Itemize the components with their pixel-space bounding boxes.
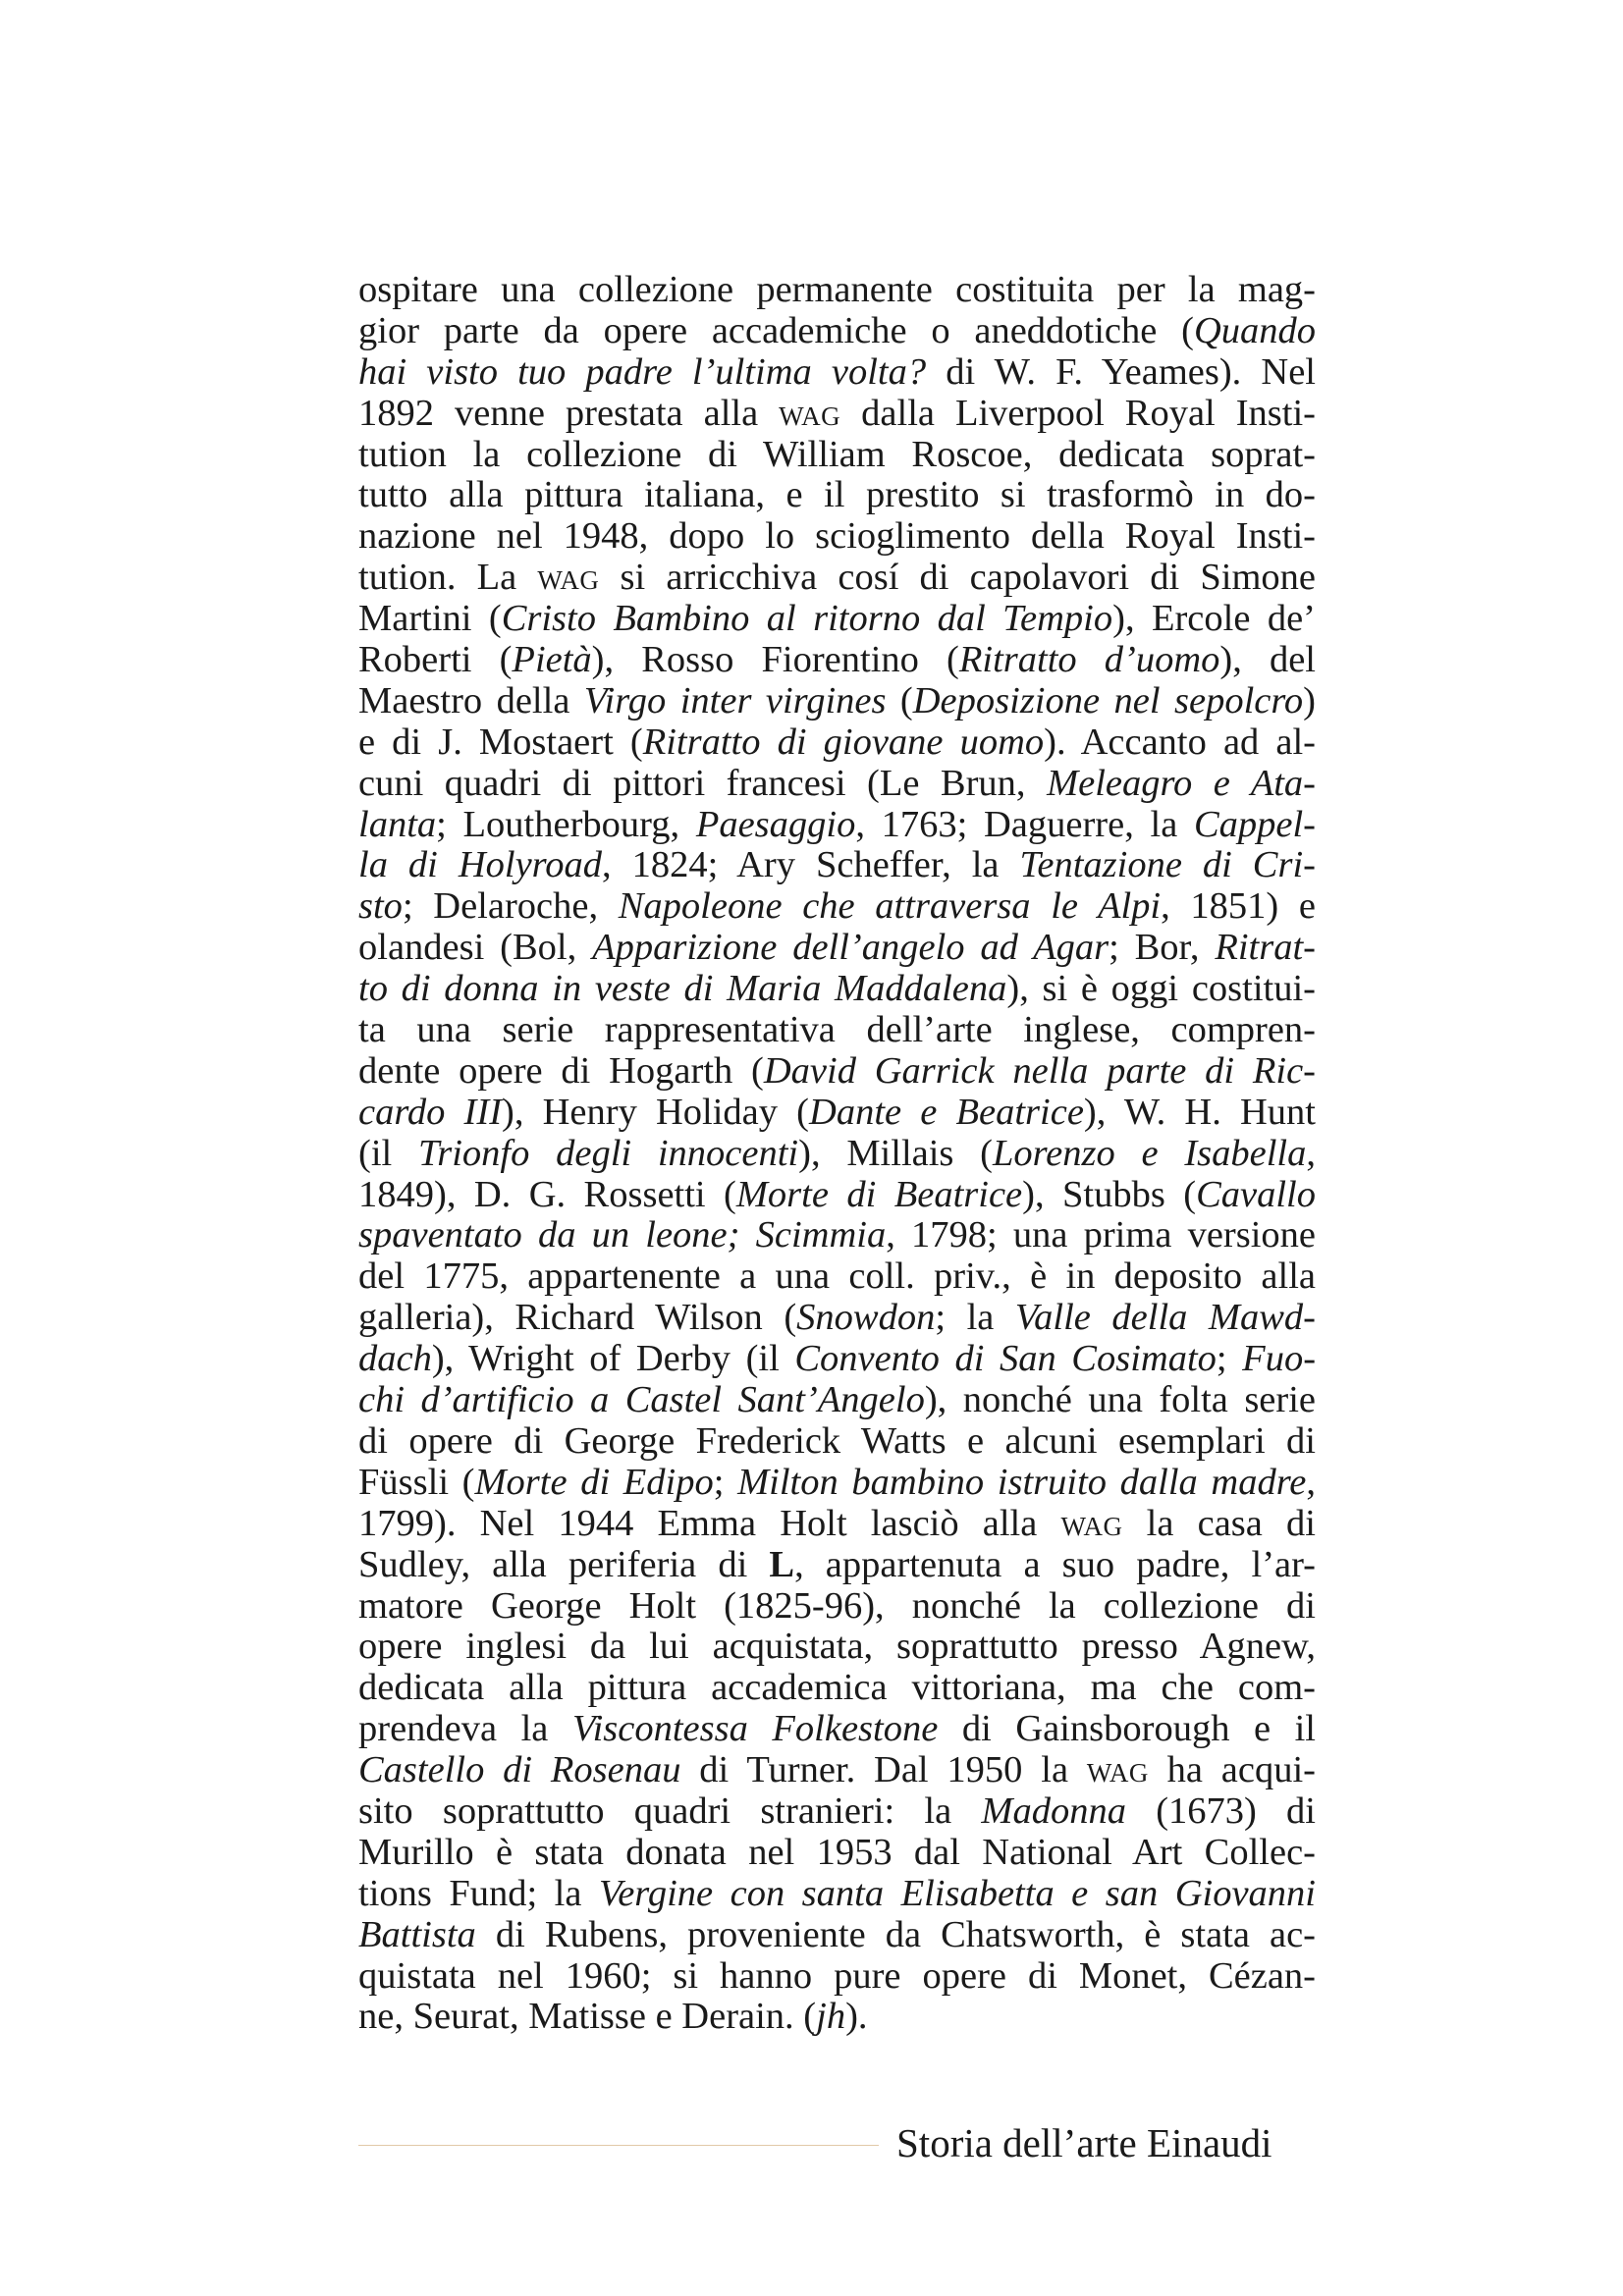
text-line: (il Trionfo degli innocenti), Millais (Lorenzo e Isabella, bbox=[358, 1133, 1316, 1174]
text-line: Battista di Rubens, proveniente da Chatsworth, è stata ac- bbox=[358, 1914, 1316, 1955]
text-line: sto; Delaroche, Napoleone che attraversa le Alpi, 1851) e bbox=[358, 886, 1316, 928]
footer-rule bbox=[358, 2145, 879, 2146]
text-line: matore George Holt (1825-96), nonché la collezione di bbox=[358, 1585, 1316, 1627]
text-line: del 1775, appartenente a una coll. priv., è in deposito alla bbox=[358, 1256, 1316, 1298]
text-line: chi d’artificio a Castel Sant’Angelo), nonché una folta serie bbox=[358, 1380, 1316, 1421]
text-line: ta una serie rappresentativa dell’arte inglese, compren- bbox=[358, 1010, 1316, 1051]
text-line: gior parte da opere accademiche o aneddotiche (Quando bbox=[358, 310, 1316, 351]
text-line: Martini (Cristo Bambino al ritorno dal Tempio), Ercole de’ bbox=[358, 599, 1316, 640]
text-line: to di donna in veste di Maria Maddalena), si è oggi costitui- bbox=[358, 969, 1316, 1010]
text-line: 1892 venne prestata alla wag dalla Liverpool Royal Insti- bbox=[358, 393, 1316, 434]
text-line: Roberti (Pietà), Rosso Fiorentino (Ritratto d’uomo), del bbox=[358, 640, 1316, 681]
text-line: hai visto tuo padre l’ultima volta? di W. F. Yeames). Nel bbox=[358, 351, 1316, 393]
text-line: dach), Wright of Derby (il Convento di San Cosimato; Fuo- bbox=[358, 1339, 1316, 1380]
text-line: di opere di George Frederick Watts e alcuni esemplari di bbox=[358, 1420, 1316, 1462]
text-line: Castello di Rosenau di Turner. Dal 1950 la wag ha acqui- bbox=[358, 1750, 1316, 1791]
text-line: 1849), D. G. Rossetti (Morte di Beatrice), Stubbs (Cavallo bbox=[358, 1174, 1316, 1215]
text-line: Murillo è stata donata nel 1953 dal National Art Collec- bbox=[358, 1832, 1316, 1873]
text-line: nazione nel 1948, dopo lo scioglimento della Royal Insti- bbox=[358, 516, 1316, 558]
text-line: cardo III), Henry Holiday (Dante e Beatrice), W. H. Hunt bbox=[358, 1092, 1316, 1133]
text-line: Maestro della Virgo inter virgines (Deposizione nel sepolcro) bbox=[358, 680, 1316, 721]
text-line: lanta; Loutherbourg, Paesaggio, 1763; Daguerre, la Cappel- bbox=[358, 804, 1316, 845]
text-line: opere inglesi da lui acquistata, soprattutto presso Agnew, bbox=[358, 1627, 1316, 1668]
text-line: quistata nel 1960; si hanno pure opere di Monet, Cézan- bbox=[358, 1955, 1316, 1997]
text-line: dedicata alla pittura accademica vittoriana, ma che com- bbox=[358, 1668, 1316, 1709]
text-line: sito soprattutto quadri stranieri: la Madonna (1673) di bbox=[358, 1790, 1316, 1832]
text-line: la di Holyroad, 1824; Ary Scheffer, la Tentazione di Cri- bbox=[358, 845, 1316, 886]
text-line: e di J. Mostaert (Ritratto di giovane uomo). Accanto ad al- bbox=[358, 721, 1316, 763]
text-line: dente opere di Hogarth (David Garrick nella parte di Ric- bbox=[358, 1050, 1316, 1092]
text-line: ne, Seurat, Matisse e Derain. (jh). bbox=[358, 1997, 868, 2038]
text-line: tution. La wag si arricchiva cosí di capolavori di Simone bbox=[358, 558, 1316, 599]
text-line: olandesi (Bol, Apparizione dell’angelo ad Agar; Bor, Ritrat- bbox=[358, 928, 1316, 969]
text-line: tions Fund; la Vergine con santa Elisabetta e san Giovanni bbox=[358, 1873, 1316, 1914]
text-line: Sudley, alla periferia di L, appartenuta a suo padre, l’ar- bbox=[358, 1544, 1316, 1585]
text-line: galleria), Richard Wilson (Snowdon; la Valle della Mawd- bbox=[358, 1298, 1316, 1339]
text-line: tution la collezione di William Roscoe, dedicata soprat- bbox=[358, 434, 1316, 475]
text-line: cuni quadri di pittori francesi (Le Brun, Meleagro e Ata- bbox=[358, 763, 1316, 804]
text-line: Füssli (Morte di Edipo; Milton bambino istruito dalla madre, bbox=[358, 1462, 1316, 1503]
text-line: ospitare una collezione permanente costituita per la mag- bbox=[358, 270, 1316, 310]
text-line: tutto alla pittura italiana, e il prestito si trasformò in do- bbox=[358, 475, 1316, 516]
body-text bbox=[358, 270, 1316, 2038]
text-line: 1799). Nel 1944 Emma Holt lasciò alla wag la casa di bbox=[358, 1503, 1316, 1544]
text-line: spaventato da un leone; Scimmia, 1798; una prima versione bbox=[358, 1215, 1316, 1256]
text-line: prendeva la Viscontessa Folkestone di Gainsborough e il bbox=[358, 1709, 1316, 1750]
footer-title: Storia dell’arte Einaudi bbox=[896, 2120, 1272, 2165]
